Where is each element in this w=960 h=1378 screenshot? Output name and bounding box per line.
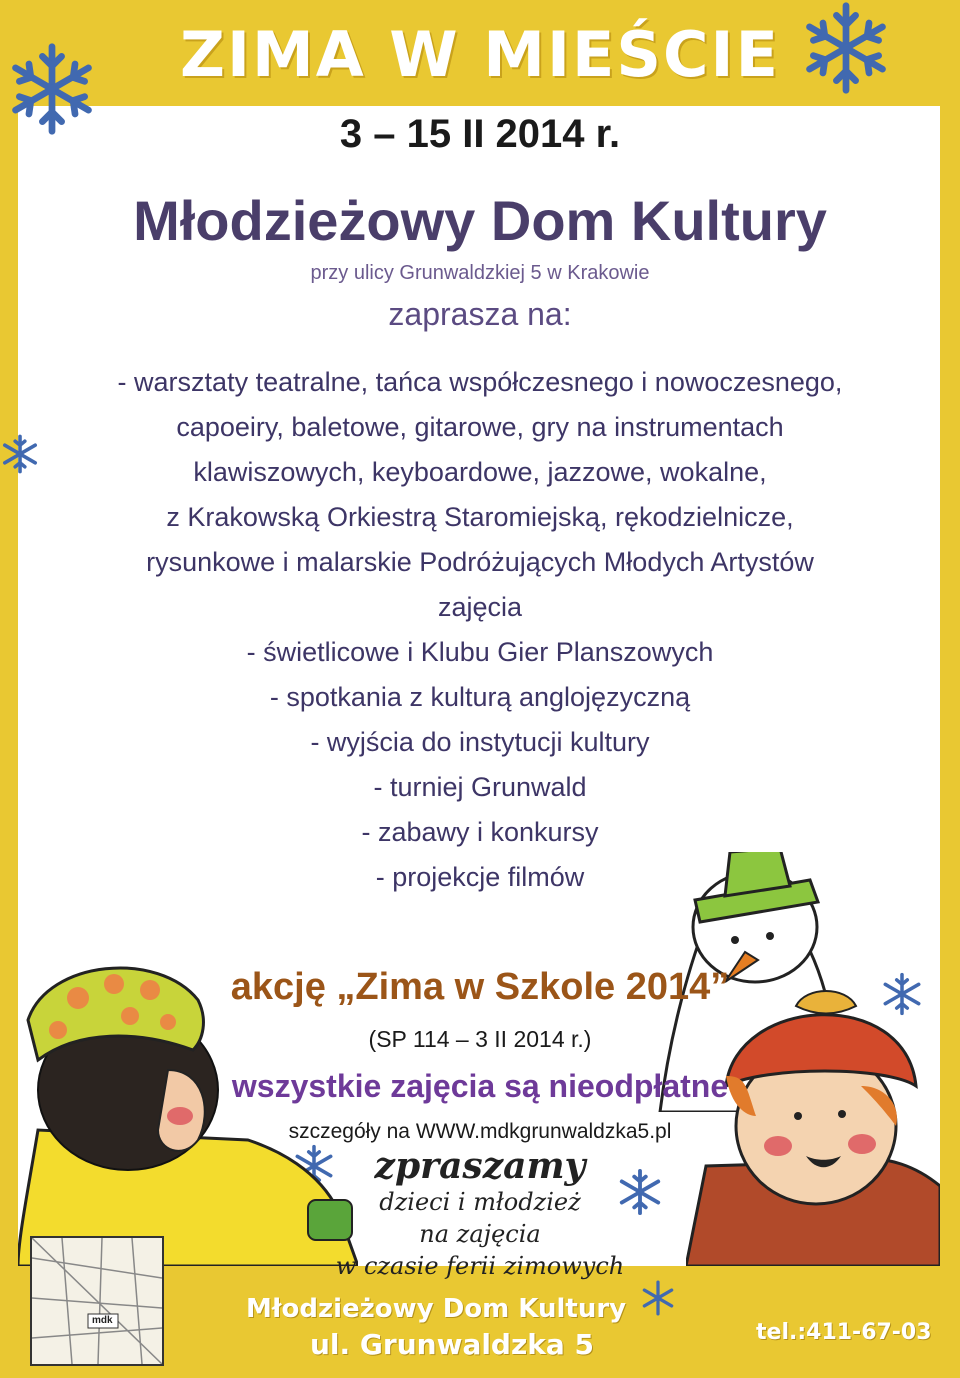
free-notice: wszystkie zajęcia są nieodpłatne — [231, 1068, 729, 1104]
activity-line: - spotkania z kulturą anglojęzyczną — [269, 682, 691, 712]
activity-line: - projekcje filmów — [375, 862, 585, 892]
snowflake-icon — [0, 432, 40, 476]
location-map — [30, 1236, 164, 1366]
activity-line: - zabawy i konkursy — [361, 817, 599, 847]
invite-text: zaprasza na: — [388, 296, 572, 332]
campaign-title: akcję „Zima w Szkole 2014” — [230, 966, 730, 1008]
child-illustration — [686, 966, 940, 1266]
map-streets — [32, 1238, 162, 1364]
campaign-note: (SP 114 – 3 II 2014 r.) — [368, 1026, 592, 1052]
activity-line: klawiszowych, keyboardowe, jazzowe, wokalne, — [193, 457, 767, 487]
activity-line: - świetlicowe i Klubu Gier Planszowych — [246, 637, 714, 667]
handwritten-line: w czasie ferii zimowych — [335, 1252, 625, 1280]
activity-line: zajęcia — [437, 592, 523, 622]
activity-line: - wyjścia do instytucji kultury — [310, 727, 650, 757]
handwritten-line: dzieci i młodzież — [379, 1188, 581, 1216]
footer-street: ul. Grunwaldzka 5 — [310, 1328, 595, 1361]
map-label: mdk — [92, 1315, 113, 1326]
activity-line: z Krakowską Orkiestrą Staromiejską, rękodzielnicze, — [166, 502, 794, 532]
organizer-address: przy ulicy Grunwaldzkiej 5 w Krakowie — [310, 262, 650, 284]
activity-line: - warsztaty teatralne, tańca współczesnego i nowoczesnego, — [117, 367, 843, 397]
activity-line: capoeiry, baletowe, gitarowe, gry na instrumentach — [176, 412, 784, 442]
banner-title: ZIMA W MIEŚCIE — [180, 18, 780, 91]
activities-list — [60, 360, 900, 900]
activity-line: - turniej Grunwald — [373, 772, 587, 802]
handwritten-line: na zajęcia — [419, 1220, 541, 1248]
snowflake-icon — [640, 1280, 676, 1316]
handwritten-invitation — [270, 1146, 690, 1282]
handwritten-line: zpraszamy — [374, 1145, 586, 1187]
footer-organizer: Młodzieżowy Dom Kultury — [246, 1294, 627, 1324]
organizer-name: Młodzieżowy Dom Kultury — [133, 189, 827, 252]
details-link[interactable]: szczegóły na WWW.mdkgrunwaldzka5.pl — [288, 1120, 672, 1143]
event-date: 3 – 15 II 2014 r. — [339, 112, 621, 156]
activity-line: rysunkowe i malarskie Podróżujących Młodych Artystów — [146, 547, 814, 577]
footer-phone: tel.:411-67-03 — [756, 1320, 932, 1345]
